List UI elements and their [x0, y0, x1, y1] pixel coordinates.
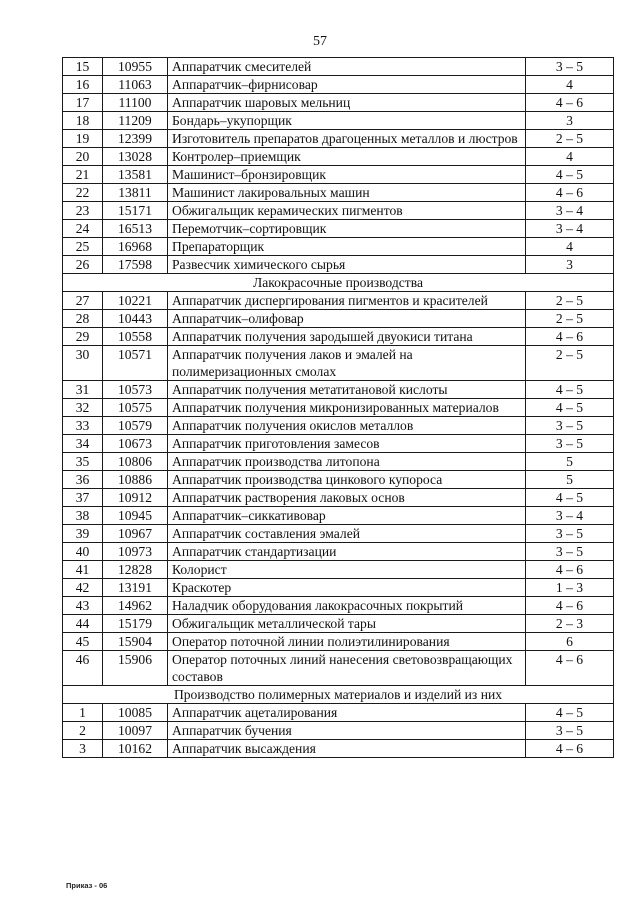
table-row: [63, 525, 614, 543]
row-number-cell: 21: [63, 166, 103, 184]
row-number-cell: 29: [63, 328, 103, 346]
code-cell: 11209: [103, 112, 168, 130]
code-cell: 10162: [103, 740, 168, 758]
grade-range-cell: 4 – 6: [526, 561, 614, 579]
grade-range-cell: 3 – 4: [526, 220, 614, 238]
table-row: [63, 238, 614, 256]
profession-name-cell: Машинист лакировальных машин: [168, 184, 526, 202]
code-cell: 10945: [103, 507, 168, 525]
row-number-cell: 36: [63, 471, 103, 489]
profession-name-cell: Аппаратчик бучения: [168, 722, 526, 740]
grade-range-cell: 5: [526, 471, 614, 489]
row-number-cell: 42: [63, 579, 103, 597]
code-cell: 10886: [103, 471, 168, 489]
profession-name-cell: Препараторщик: [168, 238, 526, 256]
grade-range-cell: 4: [526, 238, 614, 256]
table-row: [63, 453, 614, 471]
row-number-cell: 3: [63, 740, 103, 758]
row-number-cell: 17: [63, 94, 103, 112]
grade-range-cell: 3 – 5: [526, 525, 614, 543]
row-number-cell: 37: [63, 489, 103, 507]
profession-name-cell: Обжигальщик металлической тары: [168, 615, 526, 633]
grade-range-cell: 3 – 5: [526, 417, 614, 435]
section-title: Лакокрасочные производства: [63, 274, 614, 292]
code-cell: 15179: [103, 615, 168, 633]
grade-range-cell: 4 – 6: [526, 328, 614, 346]
row-number-cell: 43: [63, 597, 103, 615]
row-number-cell: 35: [63, 453, 103, 471]
row-number-cell: 38: [63, 507, 103, 525]
table-row: [63, 633, 614, 651]
table-row: [63, 220, 614, 238]
grade-range-cell: 4 – 5: [526, 489, 614, 507]
table-body: [63, 58, 614, 758]
table-row: [63, 76, 614, 94]
code-cell: 12828: [103, 561, 168, 579]
code-cell: 10443: [103, 310, 168, 328]
table-row: [63, 184, 614, 202]
code-cell: 10558: [103, 328, 168, 346]
table-row: [63, 543, 614, 561]
grade-range-cell: 3: [526, 256, 614, 274]
table-row: [63, 399, 614, 417]
row-number-cell: 27: [63, 292, 103, 310]
profession-name-cell: Машинист–бронзировщик: [168, 166, 526, 184]
code-cell: 10573: [103, 381, 168, 399]
row-number-cell: 18: [63, 112, 103, 130]
row-number-cell: 46: [63, 651, 103, 686]
table-row: [63, 704, 614, 722]
profession-name-cell: Развесчик химического сырья: [168, 256, 526, 274]
code-cell: 10571: [103, 346, 168, 381]
table-row: [63, 417, 614, 435]
code-cell: 15904: [103, 633, 168, 651]
profession-name-cell: Аппаратчик растворения лаковых основ: [168, 489, 526, 507]
grade-range-cell: 3 – 4: [526, 507, 614, 525]
row-number-cell: 2: [63, 722, 103, 740]
code-cell: 17598: [103, 256, 168, 274]
profession-name-cell: Аппаратчик смесителей: [168, 58, 526, 76]
profession-name-cell: Аппаратчик–фирнисовар: [168, 76, 526, 94]
row-number-cell: 23: [63, 202, 103, 220]
grade-range-cell: 4 – 5: [526, 381, 614, 399]
grade-range-cell: 4 – 6: [526, 597, 614, 615]
grade-range-cell: 3 – 5: [526, 722, 614, 740]
code-cell: 10955: [103, 58, 168, 76]
profession-name-cell: Аппаратчик получения окислов металлов: [168, 417, 526, 435]
table-row: [63, 346, 614, 381]
profession-name-cell: Аппаратчик производства литопона: [168, 453, 526, 471]
code-cell: 11063: [103, 76, 168, 94]
grade-range-cell: 4: [526, 76, 614, 94]
page-number: 57: [313, 34, 327, 49]
profession-name-cell: Оператор поточной линии полиэтилинирования: [168, 633, 526, 651]
profession-name-cell: Перемотчик–сортировщик: [168, 220, 526, 238]
section-title: Производство полимерных материалов и изделий из них: [63, 686, 614, 704]
profession-name-cell: Оператор поточных линий нанесения световозвращающих составов: [168, 651, 526, 686]
footer-note: Приказ - 06: [66, 881, 108, 890]
code-cell: 15906: [103, 651, 168, 686]
code-cell: 14962: [103, 597, 168, 615]
code-cell: 11100: [103, 94, 168, 112]
table-row: [63, 489, 614, 507]
profession-name-cell: Аппаратчик шаровых мельниц: [168, 94, 526, 112]
code-cell: 16513: [103, 220, 168, 238]
row-number-cell: 20: [63, 148, 103, 166]
profession-name-cell: Аппаратчик составления эмалей: [168, 525, 526, 543]
row-number-cell: 44: [63, 615, 103, 633]
table-row: [63, 471, 614, 489]
profession-name-cell: Аппаратчик–олифовар: [168, 310, 526, 328]
table-row: [63, 256, 614, 274]
grade-range-cell: 4 – 6: [526, 94, 614, 112]
row-number-cell: 28: [63, 310, 103, 328]
row-number-cell: 34: [63, 435, 103, 453]
table-row: [63, 597, 614, 615]
row-number-cell: 45: [63, 633, 103, 651]
profession-name-cell: Изготовитель препаратов драгоценных металлов и люстров: [168, 130, 526, 148]
code-cell: 10973: [103, 543, 168, 561]
code-cell: 13811: [103, 184, 168, 202]
profession-name-cell: Бондарь–укупорщик: [168, 112, 526, 130]
table-row: [63, 94, 614, 112]
grade-range-cell: 3: [526, 112, 614, 130]
row-number-cell: 15: [63, 58, 103, 76]
grade-range-cell: 5: [526, 453, 614, 471]
code-cell: 13191: [103, 579, 168, 597]
profession-name-cell: Аппаратчик ацеталирования: [168, 704, 526, 722]
table-row: [63, 435, 614, 453]
table-row: [63, 579, 614, 597]
grade-range-cell: 6: [526, 633, 614, 651]
table-row: [63, 202, 614, 220]
row-number-cell: 32: [63, 399, 103, 417]
professions-table: [62, 57, 614, 758]
row-number-cell: 19: [63, 130, 103, 148]
table-row: [63, 58, 614, 76]
grade-range-cell: 2 – 5: [526, 310, 614, 328]
profession-name-cell: Краскотер: [168, 579, 526, 597]
grade-range-cell: 4 – 5: [526, 704, 614, 722]
code-cell: 10912: [103, 489, 168, 507]
profession-name-cell: Колорист: [168, 561, 526, 579]
section-header-row: [63, 686, 614, 704]
code-cell: 10673: [103, 435, 168, 453]
grade-range-cell: 4 – 6: [526, 184, 614, 202]
code-cell: 10967: [103, 525, 168, 543]
row-number-cell: 39: [63, 525, 103, 543]
profession-name-cell: Аппаратчик получения зародышей двуокиси титана: [168, 328, 526, 346]
table-row: [63, 722, 614, 740]
grade-range-cell: 4 – 5: [526, 166, 614, 184]
profession-name-cell: Аппаратчик получения микронизированных материалов: [168, 399, 526, 417]
table-row: [63, 130, 614, 148]
table-row: [63, 148, 614, 166]
row-number-cell: 16: [63, 76, 103, 94]
code-cell: 12399: [103, 130, 168, 148]
code-cell: 10579: [103, 417, 168, 435]
grade-range-cell: 2 – 5: [526, 346, 614, 381]
profession-name-cell: Аппаратчик стандартизации: [168, 543, 526, 561]
row-number-cell: 40: [63, 543, 103, 561]
profession-name-cell: Аппаратчик высаждения: [168, 740, 526, 758]
table-row: [63, 740, 614, 758]
profession-name-cell: Аппаратчик–сиккативовар: [168, 507, 526, 525]
grade-range-cell: 3 – 5: [526, 58, 614, 76]
code-cell: 10806: [103, 453, 168, 471]
table-row: [63, 292, 614, 310]
table-row: [63, 615, 614, 633]
section-header-row: [63, 274, 614, 292]
row-number-cell: 25: [63, 238, 103, 256]
row-number-cell: 24: [63, 220, 103, 238]
grade-range-cell: 2 – 3: [526, 615, 614, 633]
profession-name-cell: Контролер–приемщик: [168, 148, 526, 166]
row-number-cell: 26: [63, 256, 103, 274]
profession-name-cell: Аппаратчик производства цинкового купороса: [168, 471, 526, 489]
grade-range-cell: 3 – 5: [526, 543, 614, 561]
code-cell: 13028: [103, 148, 168, 166]
table-row: [63, 310, 614, 328]
code-cell: 15171: [103, 202, 168, 220]
profession-name-cell: Обжигальщик керамических пигментов: [168, 202, 526, 220]
table-row: [63, 507, 614, 525]
grade-range-cell: 4 – 5: [526, 399, 614, 417]
grade-range-cell: 2 – 5: [526, 292, 614, 310]
row-number-cell: 22: [63, 184, 103, 202]
profession-name-cell: Аппаратчик приготовления замесов: [168, 435, 526, 453]
code-cell: 10221: [103, 292, 168, 310]
grade-range-cell: 4 – 6: [526, 740, 614, 758]
profession-name-cell: Аппаратчик диспергирования пигментов и красителей: [168, 292, 526, 310]
grade-range-cell: 1 – 3: [526, 579, 614, 597]
profession-name-cell: Аппаратчик получения метатитановой кислоты: [168, 381, 526, 399]
row-number-cell: 1: [63, 704, 103, 722]
table-row: [63, 328, 614, 346]
code-cell: 10097: [103, 722, 168, 740]
code-cell: 10085: [103, 704, 168, 722]
profession-name-cell: Наладчик оборудования лакокрасочных покрытий: [168, 597, 526, 615]
table-row: [63, 561, 614, 579]
profession-name-cell: Аппаратчик получения лаков и эмалей на полимеризационных смолах: [168, 346, 526, 381]
code-cell: 10575: [103, 399, 168, 417]
table-row: [63, 166, 614, 184]
grade-range-cell: 3 – 4: [526, 202, 614, 220]
row-number-cell: 33: [63, 417, 103, 435]
grade-range-cell: 4 – 6: [526, 651, 614, 686]
table-row: [63, 651, 614, 686]
code-cell: 13581: [103, 166, 168, 184]
table-row: [63, 112, 614, 130]
row-number-cell: 31: [63, 381, 103, 399]
row-number-cell: 30: [63, 346, 103, 381]
row-number-cell: 41: [63, 561, 103, 579]
code-cell: 16968: [103, 238, 168, 256]
grade-range-cell: 4: [526, 148, 614, 166]
grade-range-cell: 3 – 5: [526, 435, 614, 453]
grade-range-cell: 2 – 5: [526, 130, 614, 148]
table-row: [63, 381, 614, 399]
